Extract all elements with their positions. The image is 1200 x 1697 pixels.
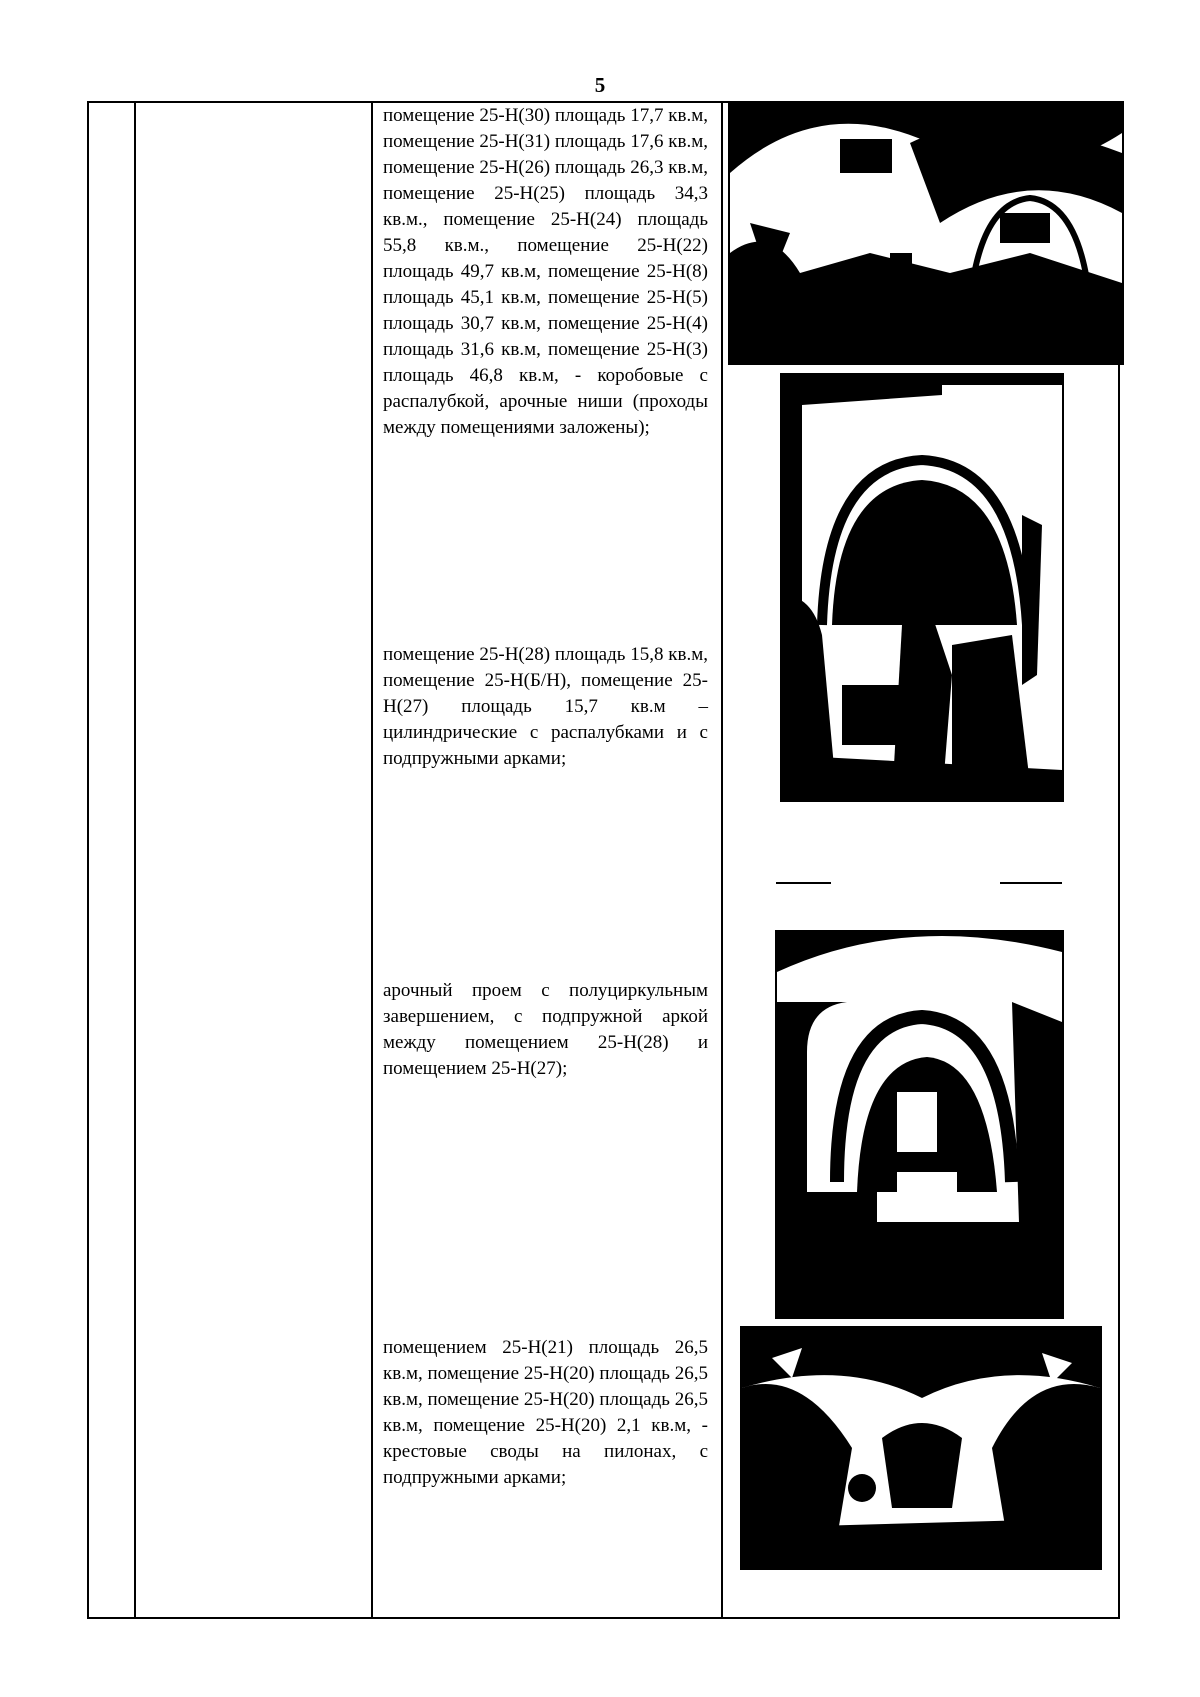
column-divider-2 <box>371 103 373 1617</box>
photo-edge-fragment <box>776 882 831 884</box>
row-1-photo <box>728 101 1124 365</box>
row-4-photo <box>740 1326 1102 1570</box>
row-2-description: помещение 25-Н(28) площадь 15,8 кв.м, помещение 25-Н(Б/Н), помещение 25-Н(27) площадь 15,7 кв.м – цилиндрические с распалубками и с подпружными арками; <box>383 644 708 769</box>
page-number: 5 <box>594 73 606 97</box>
row-4-description: помещением 25-Н(21) площадь 26,5 кв.м, помещение 25-Н(20) площадь 26,5 кв.м, помещение 25-Н(20) площадь 26,5 кв.м, помещение 25-Н(20) 2,1 кв.м, - крестовые своды на пилонах, с подпружными арками; <box>383 1337 708 1488</box>
row-3-description: арочный проем с полуциркульным завершением, с подпружной аркой между помещением 25-Н(28) и помещением 25-Н(27); <box>383 980 708 1079</box>
column-divider-1 <box>134 103 136 1617</box>
photo-edge-fragment <box>1000 882 1062 884</box>
row-3-photo <box>775 930 1064 1319</box>
column-divider-3 <box>721 103 723 1617</box>
row-1-description: помещение 25-Н(30) площадь 17,7 кв.м, помещение 25-Н(31) площадь 17,6 кв.м, помещение 25-Н(26) площадь 26,3 кв.м, помещение 25-Н(25) площадь 34,3 кв.м., помещение 25-Н(24) площадь 55,8 кв.м., помещение 25-Н(22) площадь 49,7 кв.м, помещение 25-Н(8) площадь 45,1 кв.м, помещение 25-Н(5) площадь 30,7 кв.м, помещение 25-Н(4) площадь 31,6 кв.м, помещение 25-Н(3) площадь 46,8 кв.м, - коробовые с распалубкой, арочные ниши (проходы между помещениями заложены); <box>383 105 708 438</box>
row-2-photo <box>780 373 1064 802</box>
